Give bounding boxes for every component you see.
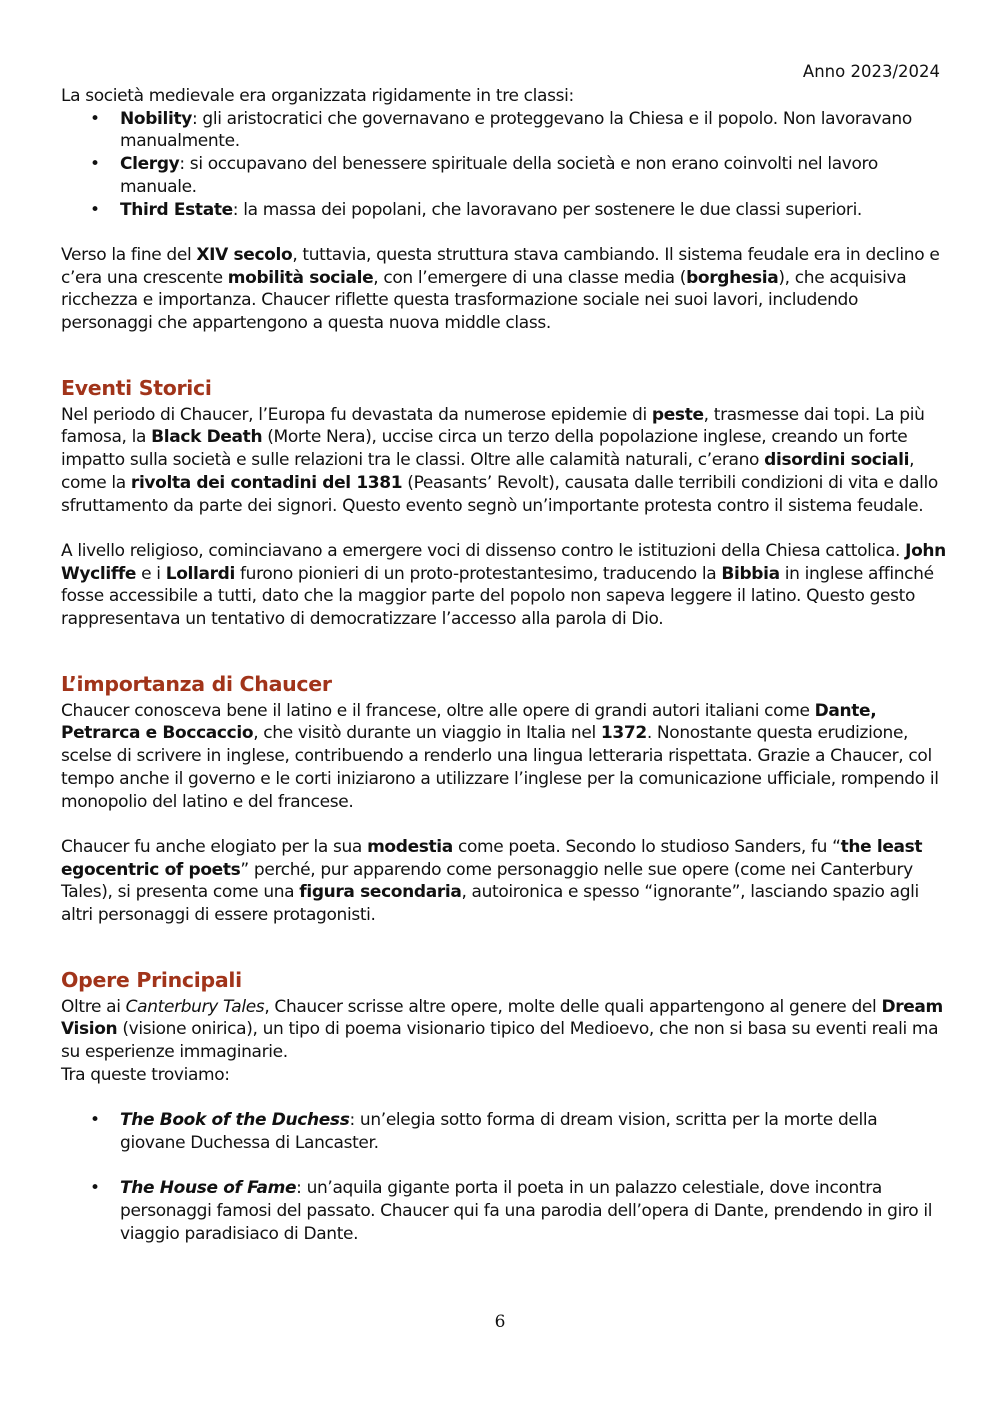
- nobility-description: : gli aristocratici che governavano e proteggevano la Chiesa e il popolo. Non lavoravano manualmente.: [120, 108, 912, 152]
- opere-intro-list: Tra queste troviamo:: [61, 1064, 230, 1085]
- list-item-house-of-fame: [61, 1177, 946, 1245]
- page-body: [61, 85, 946, 1245]
- heading-eventi-storici: Eventi Storici: [61, 375, 212, 400]
- intro-lead: La società medievale era organizzata rigidamente in tre classi:: [61, 86, 574, 106]
- heading-importanza-chaucer: L’importanza di Chaucer: [61, 671, 332, 696]
- term-third-estate: Third Estate: [120, 199, 233, 220]
- work-description-duchess: : un’elegia sotto forma di dream vision, scritta per la morte della giovane Duchessa di Lancaster.: [120, 1110, 878, 1153]
- heading-opere-principali: Opere Principali: [61, 967, 242, 992]
- header-year: Anno 2023/2024: [802, 62, 940, 81]
- third-estate-description: : la massa dei popolani, che lavoravano per sostenere le due classi superiori.: [232, 199, 862, 220]
- works-list-2: [61, 1177, 946, 1245]
- list-item-clergy: [61, 153, 946, 198]
- work-title-house-of-fame: The House of Fame: [120, 1178, 297, 1199]
- list-item-third-estate: [61, 199, 946, 222]
- clergy-description: : si occupavano del benessere spirituale della società e non erano coinvolti nel lavoro manuale.: [120, 154, 878, 197]
- work-description-house-of-fame: : un’aquila gigante porta il poeta in un palazzo celestiale, dove incontra personaggi famosi del passato. Chaucer qui fa una parodia dell’opera di Dante, prendendo in giro il viaggio paradisiaco di Dante.: [120, 1178, 933, 1244]
- list-item-book-of-the-duchess: [61, 1109, 946, 1154]
- term-nobility: Nobility: [120, 108, 192, 129]
- eventi-paragraph-2: A livello religioso, cominciavano a emergere voci di dissenso contro le istituzioni della Chiesa cattolica. John Wycliffe e i Lollardi furono pionieri di un proto-protestantesimo, traducendo la Bibbia in inglese affinché fosse accessibile a tutti, dato che la maggior parte del popolo non sapeva leggere il latino. Questo gesto rappresentava un tentativo di democratizzare l’accesso alla parola di Dio.: [61, 540, 946, 630]
- page-number: 6: [494, 1312, 506, 1332]
- works-list: [61, 1109, 946, 1154]
- term-clergy: Clergy: [120, 154, 180, 175]
- social-classes-list: [61, 108, 946, 222]
- list-item-nobility: [61, 108, 946, 153]
- opere-paragraph-1: Oltre ai Canterbury Tales, Chaucer scrisse altre opere, molte delle quali appartengono al genere del Dream Vision (visione onirica), un tipo di poema visionario tipico del Medioevo, che non si basa su eventi reali ma su esperienze immaginarie.: [61, 996, 943, 1063]
- importanza-paragraph-2: Chaucer fu anche elogiato per la sua modestia come poeta. Secondo lo studioso Sanders, fu “the least egocentric of poets” perché, pur apparendo come personaggio nelle sue opere (come nei Canterbury Tales), si presenta come una figura secondaria, autoironica e spesso “ignorante”, lasciando spazio agli altri personaggi di essere protagonisti.: [61, 836, 923, 926]
- work-title-duchess: The Book of the Duchess: [120, 1110, 350, 1131]
- intro-paragraph-2: Verso la fine del XIV secolo, tuttavia, questa struttura stava cambiando. Il sistema feudale era in declino e c’era una crescente mobilità sociale, con l’emergere di una classe media (borghesia), che acquisiva ricchezza e importanza. Chaucer riflette questa trasformazione sociale nei suoi lavori, includendo personaggi che appartengono a questa nuova middle class.: [61, 244, 940, 334]
- eventi-paragraph-1: Nel periodo di Chaucer, l’Europa fu devastata da numerose epidemie di peste, trasmesse dai topi. La più famosa, la Black Death (Morte Nera), uccise circa un terzo della popolazione inglese, creando un forte impatto sulla società e sulle relazioni tra le classi. Oltre alle calamità naturali, c’erano disordini sociali, come la rivolta dei contadini del 1381 (Peasants’ Revolt), causata dalle terribili condizioni di vita e dallo sfruttamento da parte dei signori. Questo evento segnò un’importante protesta contro il sistema feudale.: [61, 404, 938, 516]
- importanza-paragraph-1: Chaucer conosceva bene il latino e il francese, oltre alle opere di grandi autori italiani come Dante, Petrarca e Boccaccio, che visitò durante un viaggio in Italia nel 1372. Nonostante questa erudizione, scelse di scrivere in inglese, contribuendo a renderlo una lingua letteraria rispettata. Grazie a Chaucer, col tempo anche il governo e le corti iniziarono a utilizzare l’inglese per la comunicazione ufficiale, rompendo il monopolio del latino e del francese.: [61, 700, 939, 812]
